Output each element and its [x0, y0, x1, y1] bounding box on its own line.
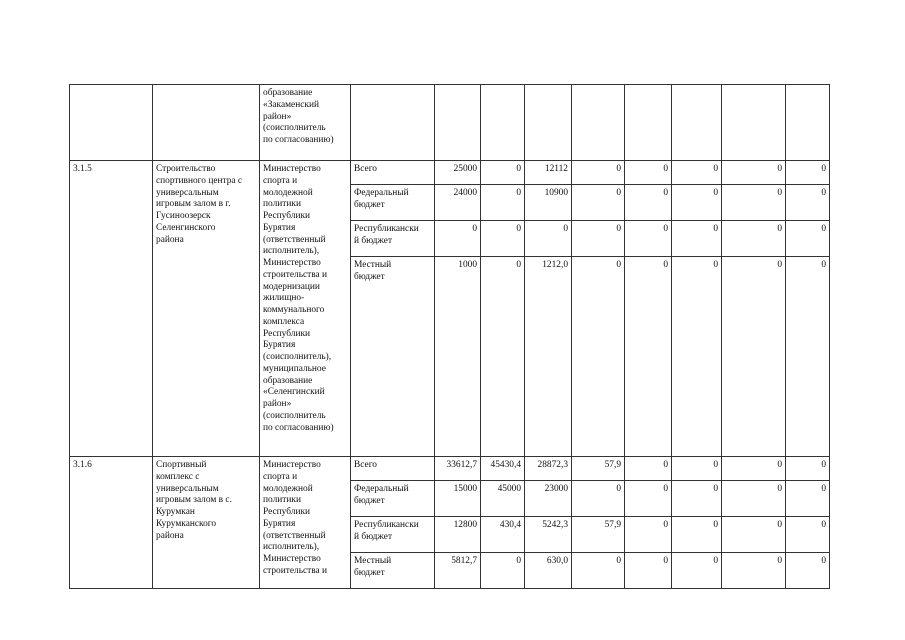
value-cell: 12112 — [525, 161, 572, 185]
value-cell: 45430,4 — [481, 457, 525, 481]
value-cell: 24000 — [435, 185, 481, 221]
funding-source: Республикански й бюджет — [351, 221, 435, 257]
value-cell: 0 — [625, 553, 672, 589]
value-cell: 0 — [786, 257, 830, 457]
value-cell: 5242,3 — [525, 517, 572, 553]
value-cell: 0 — [722, 457, 786, 481]
value-cell: 0 — [672, 553, 722, 589]
value-cell: 0 — [786, 221, 830, 257]
value-cell: 0 — [572, 185, 625, 221]
value-cell: 0 — [625, 481, 672, 517]
value-cell: 0 — [625, 457, 672, 481]
item-executor: Министерство спорта и молодежной политики Республики Бурятия (ответственный исполнитель), Министерство строительства и модернизации жилищно- коммунального комплекса Республики Бурятия (соисполнитель), муниципальное образование «Селенгинский район» (соисполнитель по согласованию) — [260, 161, 351, 457]
value-cell: 0 — [722, 257, 786, 457]
value-cell: 0 — [786, 553, 830, 589]
value-cell: 0 — [481, 553, 525, 589]
value-cell: 0 — [672, 457, 722, 481]
budget-table — [69, 84, 830, 589]
table-row — [70, 161, 830, 185]
value-cell: 0 — [481, 221, 525, 257]
value-cell: 0 — [625, 257, 672, 457]
funding-source: Местный бюджет — [351, 553, 435, 589]
value-cell: 0 — [481, 257, 525, 457]
value-cell: 0 — [786, 481, 830, 517]
value-cell: 0 — [572, 481, 625, 517]
value-cell: 0 — [722, 185, 786, 221]
value-cell: 0 — [672, 185, 722, 221]
value-cell: 0 — [435, 221, 481, 257]
value-cell: 0 — [572, 221, 625, 257]
value-cell: 0 — [625, 185, 672, 221]
value-cell: 0 — [572, 161, 625, 185]
value-cell: 0 — [672, 257, 722, 457]
item-executor: Министерство спорта и молодежной политики Республики Бурятия (ответственный исполнитель), Министерство строительства и — [260, 457, 351, 589]
table-row — [70, 457, 830, 481]
value-cell: 57,9 — [572, 517, 625, 553]
value-cell: 5812,7 — [435, 553, 481, 589]
value-cell: 1000 — [435, 257, 481, 457]
value-cell: 630,0 — [525, 553, 572, 589]
funding-source: Всего — [351, 457, 435, 481]
value-cell: 0 — [672, 481, 722, 517]
value-cell: 0 — [786, 161, 830, 185]
value-cell: 0 — [786, 517, 830, 553]
value-cell: 0 — [722, 553, 786, 589]
value-cell: 15000 — [435, 481, 481, 517]
funding-source: Местный бюджет — [351, 257, 435, 457]
value-cell: 0 — [722, 221, 786, 257]
item-name: Строительство спортивного центра с универсальным игровым залом в г. Гусиноозерск Селенгинского района — [153, 161, 260, 457]
name-cell — [153, 85, 260, 161]
value-cell: 0 — [625, 517, 672, 553]
value-cell: 0 — [525, 221, 572, 257]
value-cell: 0 — [672, 161, 722, 185]
value-cell: 25000 — [435, 161, 481, 185]
value-cell: 0 — [481, 161, 525, 185]
value-cell: 0 — [672, 221, 722, 257]
value-cell: 0 — [625, 161, 672, 185]
value-cell: 0 — [722, 517, 786, 553]
funding-source: Всего — [351, 161, 435, 185]
code-cell — [70, 85, 153, 161]
value-cell: 0 — [722, 481, 786, 517]
value-cell: 0 — [672, 517, 722, 553]
value-cell: 45000 — [481, 481, 525, 517]
value-cell: 0 — [572, 553, 625, 589]
executor-cell: образование «Закаменский район» (соисполнитель по согласованию) — [260, 85, 351, 161]
value-cell: 10900 — [525, 185, 572, 221]
value-cell: 23000 — [525, 481, 572, 517]
value-cell: 0 — [572, 257, 625, 457]
value-cell: 0 — [481, 185, 525, 221]
value-cell: 0 — [722, 161, 786, 185]
value-cell: 430,4 — [481, 517, 525, 553]
value-cell: 0 — [625, 221, 672, 257]
funding-source: Республикански й бюджет — [351, 517, 435, 553]
item-code: 3.1.5 — [70, 161, 153, 457]
value-cell: 0 — [786, 185, 830, 221]
value-cell: 28872,3 — [525, 457, 572, 481]
value-cell: 33612,7 — [435, 457, 481, 481]
value-cell: 1212,0 — [525, 257, 572, 457]
table-row — [70, 85, 830, 161]
value-cell: 57,9 — [572, 457, 625, 481]
item-code: 3.1.6 — [70, 457, 153, 589]
value-cell: 0 — [786, 457, 830, 481]
item-name: Спортивный комплекс с универсальным игровым залом в с. Курумкан Курумканского района — [153, 457, 260, 589]
funding-source: Федеральный бюджет — [351, 185, 435, 221]
value-cell: 12800 — [435, 517, 481, 553]
funding-source: Федеральный бюджет — [351, 481, 435, 517]
